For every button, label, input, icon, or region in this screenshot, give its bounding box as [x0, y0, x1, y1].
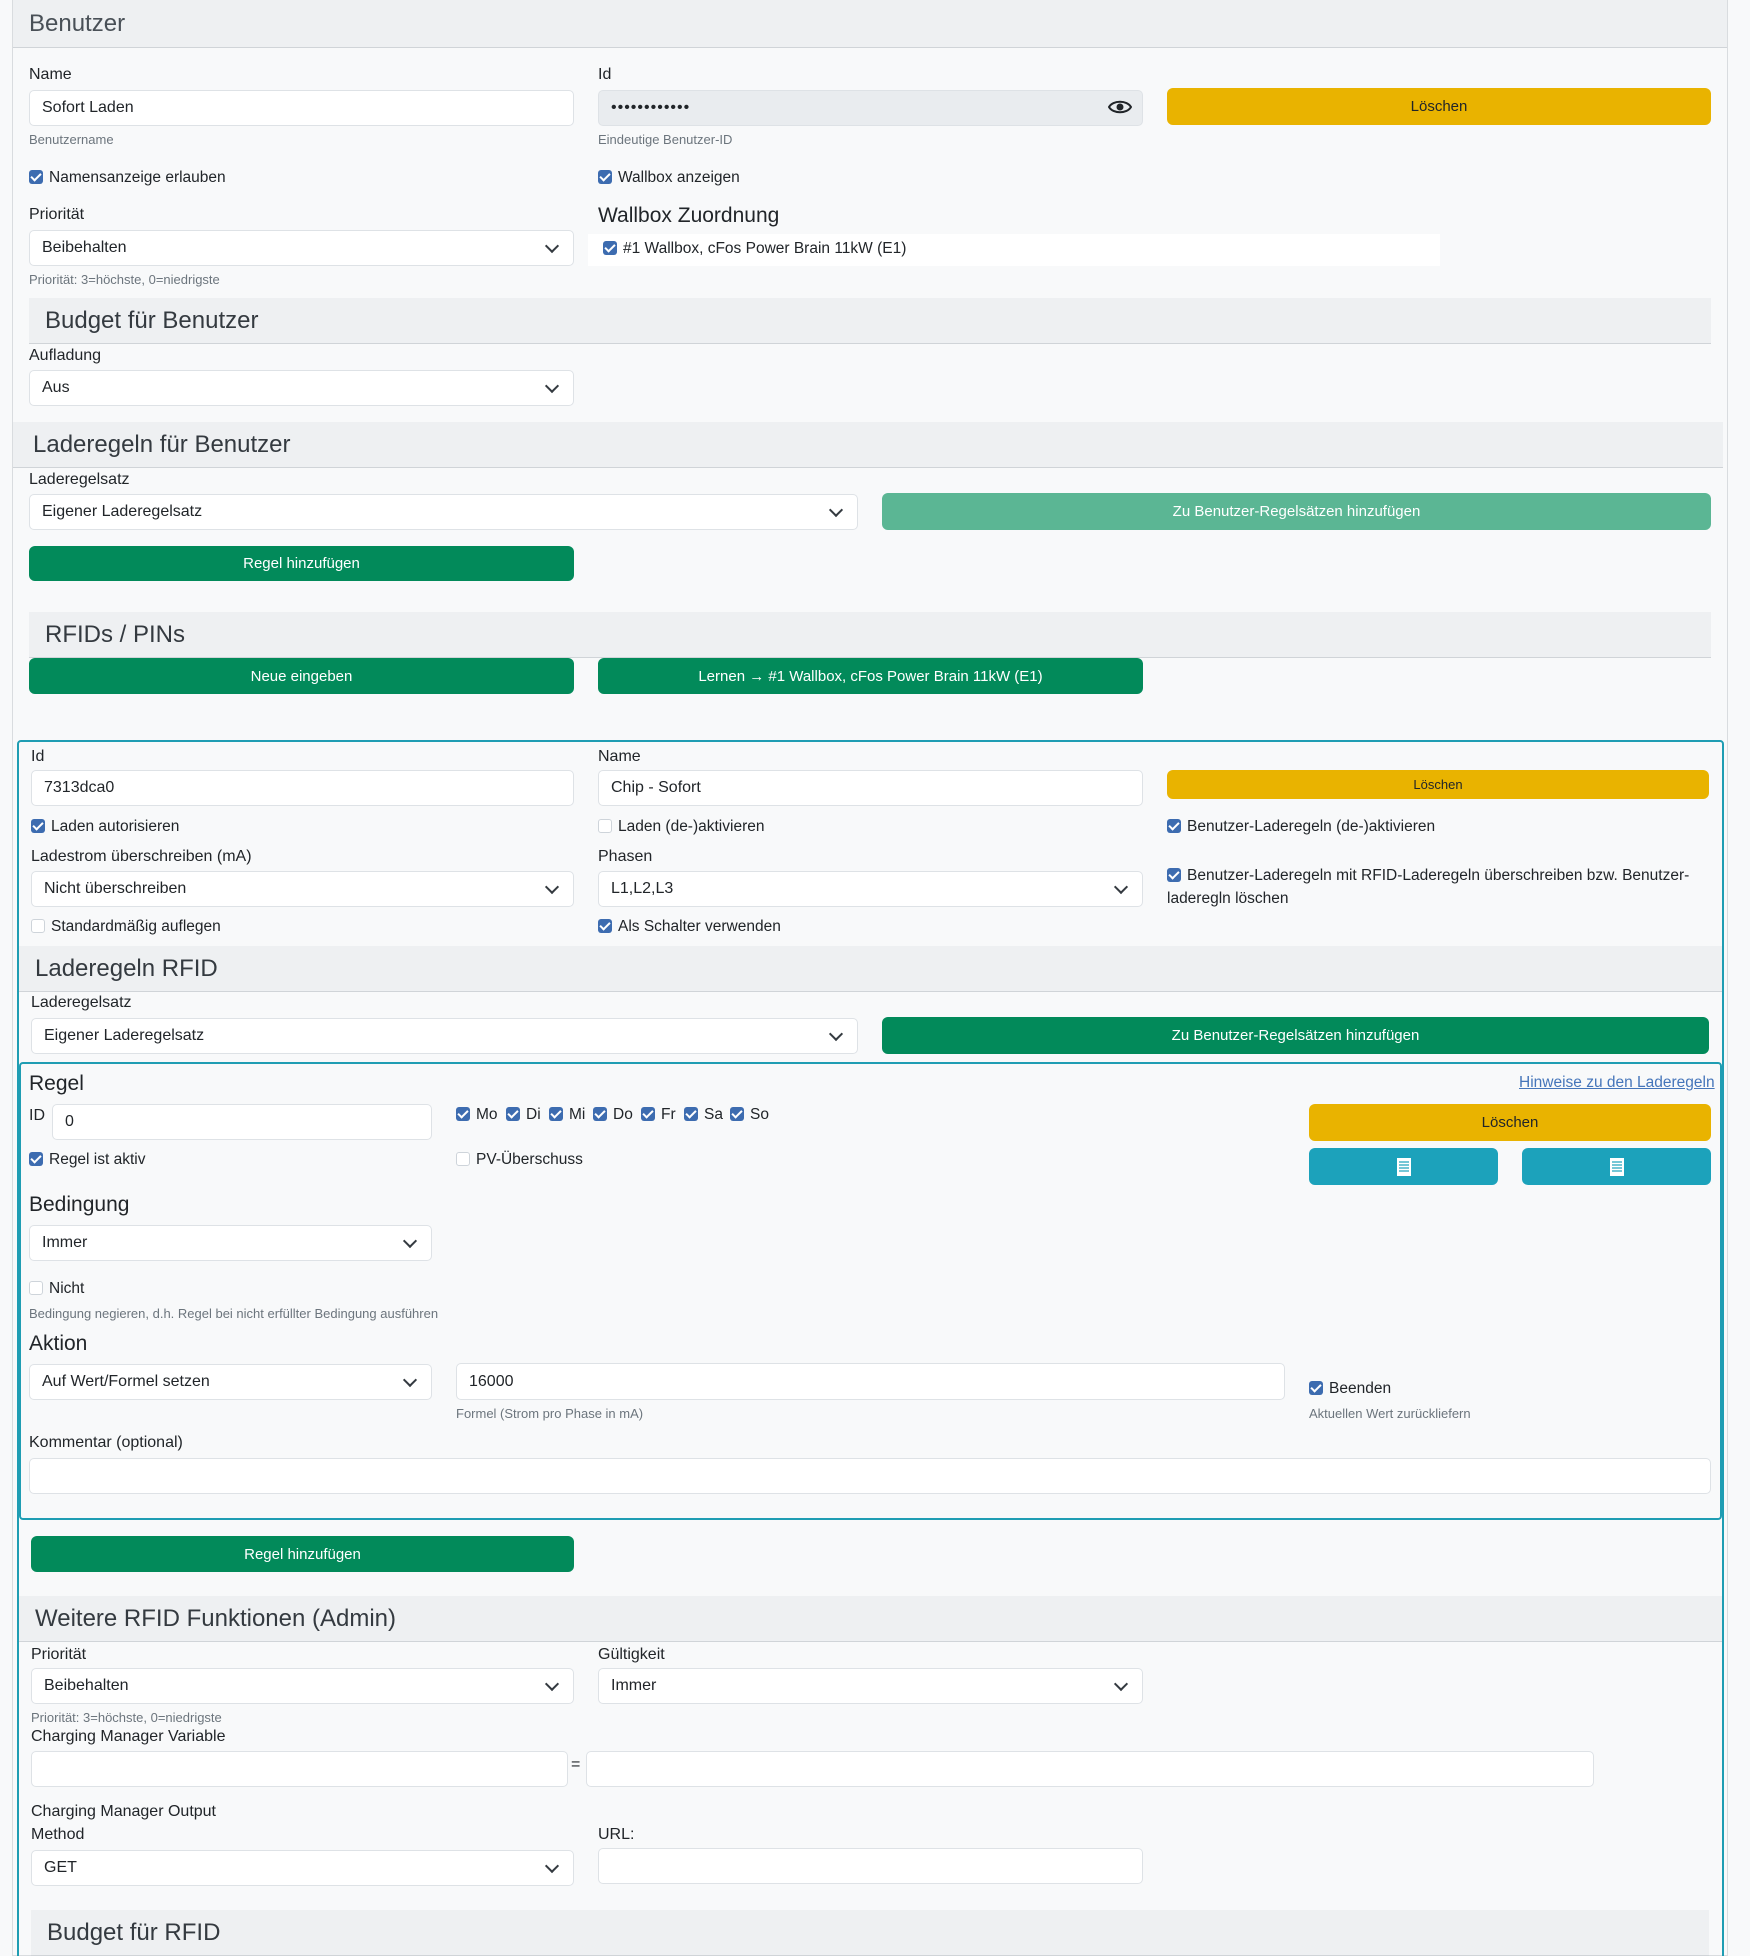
admin-title: Weitere RFID Funktionen (Admin) [35, 1605, 397, 1632]
condition-select[interactable] [29, 1225, 432, 1261]
day-label: Di [526, 1106, 541, 1123]
chevron-down-icon [403, 1233, 417, 1247]
delete-user-button[interactable]: Löschen [1167, 88, 1711, 125]
id-label: Id [598, 66, 612, 83]
show-wallbox-checkbox[interactable] [598, 169, 740, 187]
user-ruleset-label: Laderegelsatz [29, 471, 130, 488]
condition-title: Bedingung [29, 1193, 130, 1216]
user-header [13, 0, 1727, 48]
action-value: Auf Wert/Formel setzen [42, 1373, 210, 1390]
activate-checkbox[interactable] [598, 818, 764, 836]
user-ruleset-value: Eigener Laderegelsatz [42, 503, 203, 520]
checkbox-icon [1309, 1381, 1323, 1395]
not-checkbox[interactable] [29, 1280, 84, 1298]
delete-rule-button[interactable]: Löschen [1309, 1104, 1711, 1141]
chevron-down-icon [403, 1372, 417, 1386]
learn-rfid-button[interactable]: Lernen → #1 Wallbox, cFos Power Brain 11kW (E1) [598, 658, 1143, 694]
checkbox-icon [730, 1107, 744, 1121]
charging-value: Aus [42, 379, 70, 396]
budget-user-title: Budget für Benutzer [45, 307, 259, 334]
current-select[interactable] [31, 871, 574, 907]
not-label: Nicht [49, 1280, 85, 1297]
default-hangup-checkbox[interactable] [31, 918, 221, 936]
checkbox-icon [506, 1107, 520, 1121]
chevron-down-icon [829, 502, 843, 516]
checkbox-icon [1167, 819, 1181, 833]
formula-input[interactable]: 16000 [456, 1363, 1285, 1400]
show-name-checkbox[interactable] [29, 169, 226, 187]
paste-rule-button[interactable] [1522, 1148, 1711, 1185]
rfid-id-input[interactable]: 7313dca0 [31, 770, 574, 806]
rfid-ruleset-value: Eigener Laderegelsatz [44, 1027, 205, 1044]
add-rfid-rule-button[interactable]: Regel hinzufügen [31, 1536, 574, 1572]
name-label: Name [29, 66, 72, 83]
wallbox-assign-title: Wallbox Zuordnung [598, 204, 780, 227]
charging-label: Aufladung [29, 347, 102, 364]
document-icon [1610, 1158, 1624, 1176]
user-id-value: •••••••••••• [611, 99, 691, 116]
show-wallbox-label: Wallbox anzeigen [618, 169, 740, 186]
day-sa-checkbox[interactable] [684, 1106, 723, 1124]
checkbox-icon [598, 819, 612, 833]
checkbox-icon [641, 1107, 655, 1121]
wallbox-item-checkbox[interactable] [603, 240, 906, 258]
chevron-down-icon [829, 1026, 843, 1040]
current-value: Nicht überschreiben [44, 880, 187, 897]
rfid-name-label: Name [598, 748, 641, 765]
name-help: Benutzername [29, 132, 114, 147]
checkbox-icon [598, 919, 612, 933]
rfid-name-input[interactable]: Chip - Sofort [598, 770, 1143, 806]
override-checkbox[interactable] [1167, 864, 1707, 910]
day-do-checkbox[interactable] [593, 1106, 633, 1124]
end-checkbox[interactable] [1309, 1380, 1391, 1398]
phases-label: Phasen [598, 848, 653, 865]
user-rules-activate-label: Benutzer-Laderegeln (de-)aktivieren [1187, 818, 1436, 835]
day-fr-checkbox[interactable] [641, 1106, 676, 1124]
url-label: URL: [598, 1826, 635, 1843]
document-icon [1397, 1158, 1411, 1176]
checkbox-icon [456, 1107, 470, 1121]
rfid-rules-title: Laderegeln RFID [35, 955, 218, 982]
rfid-rules-header [19, 946, 1722, 992]
chevron-down-icon [545, 378, 559, 392]
end-help: Aktuellen Wert zurückliefern [1309, 1406, 1471, 1421]
checkbox-icon [29, 170, 43, 184]
not-help: Bedingung negieren, d.h. Regel bei nicht erfüllter Bedingung ausführen [29, 1306, 439, 1321]
day-mi-checkbox[interactable] [549, 1106, 585, 1124]
pv-surplus-label: PV-Überschuss [476, 1151, 583, 1168]
day-di-checkbox[interactable] [506, 1106, 541, 1124]
activate-label: Laden (de-)aktivieren [618, 818, 765, 835]
equals-sign: = [571, 1756, 581, 1773]
end-label: Beenden [1329, 1380, 1392, 1397]
checkbox-icon [31, 819, 45, 833]
method-select[interactable] [31, 1850, 574, 1886]
method-label: Method [31, 1826, 85, 1843]
id-help: Eindeutige Benutzer-ID [598, 132, 733, 147]
action-select[interactable] [29, 1364, 432, 1400]
add-to-user-sets-button[interactable]: Zu Benutzer-Regelsätzen hinzufügen [882, 493, 1711, 530]
rfid-id-label: Id [31, 748, 45, 765]
rule-id-label: ID [29, 1107, 45, 1124]
admin-priority-help: Priorität: 3=höchste, 0=niedrigste [31, 1710, 222, 1725]
comment-label: Kommentar (optional) [29, 1434, 183, 1451]
checkbox-icon [549, 1107, 563, 1121]
copy-rule-button[interactable] [1309, 1148, 1498, 1185]
day-label: Mi [569, 1106, 586, 1123]
validity-label: Gültigkeit [598, 1646, 665, 1663]
chevron-down-icon [545, 238, 559, 252]
method-value: GET [44, 1859, 77, 1876]
chevron-down-icon [1114, 1676, 1128, 1690]
eye-icon[interactable] [1108, 99, 1132, 115]
day-label: Sa [704, 1106, 723, 1123]
rule-id-input[interactable]: 0 [52, 1104, 432, 1140]
chevron-down-icon [545, 1858, 559, 1872]
user-rules-title: Laderegeln für Benutzer [33, 431, 291, 458]
user-ruleset-select[interactable] [29, 494, 858, 530]
priority-value: Beibehalten [42, 239, 127, 256]
priority-select[interactable] [29, 230, 574, 266]
checkbox-icon [684, 1107, 698, 1121]
chevron-down-icon [545, 1676, 559, 1690]
priority-help: Priorität: 3=höchste, 0=niedrigste [29, 272, 220, 287]
show-name-label: Namensanzeige erlauben [49, 169, 226, 186]
chevron-down-icon [1114, 879, 1128, 893]
current-label: Ladestrom überschreiben (mA) [31, 848, 252, 865]
user-id-input[interactable] [598, 90, 1143, 126]
cm-var-label: Charging Manager Variable [31, 1728, 226, 1745]
override-label: Benutzer-Laderegeln mit RFID-Laderegeln überschreiben bzw. Benutzer-laderegln löschen [1167, 867, 1690, 907]
checkbox-icon [603, 241, 617, 255]
checkbox-icon [31, 919, 45, 933]
day-label: Fr [661, 1106, 676, 1123]
authorize-checkbox[interactable] [31, 818, 179, 836]
chevron-down-icon [545, 879, 559, 893]
rfids-header [29, 612, 1711, 658]
day-mo-checkbox[interactable] [456, 1106, 498, 1124]
checkbox-icon [598, 170, 612, 184]
delete-rfid-button[interactable]: Löschen [1167, 770, 1709, 799]
cm-var-name-input[interactable] [31, 1751, 568, 1787]
rfid-ruleset-label: Laderegelsatz [31, 994, 132, 1011]
switch-label: Als Schalter verwenden [618, 918, 781, 935]
checkbox-icon [1167, 868, 1181, 882]
admin-priority-label: Priorität [31, 1646, 87, 1663]
hints-link[interactable]: Hinweise zu den Laderegeln [1519, 1074, 1715, 1091]
admin-priority-value: Beibehalten [44, 1677, 129, 1694]
user-rules-activate-checkbox[interactable] [1167, 818, 1435, 836]
phases-value: L1,L2,L3 [611, 880, 674, 897]
cm-var-value-input[interactable] [586, 1751, 1594, 1787]
user-name-input[interactable]: Sofort Laden [29, 90, 574, 126]
switch-checkbox[interactable] [598, 918, 781, 936]
charging-select[interactable] [29, 370, 574, 406]
validity-select[interactable] [598, 1668, 1143, 1704]
phases-select[interactable] [598, 871, 1143, 907]
day-label: Do [613, 1106, 633, 1123]
budget-user-header [29, 298, 1711, 344]
validity-value: Immer [611, 1677, 657, 1694]
budget-rfid-title: Budget für RFID [47, 1919, 221, 1946]
condition-value: Immer [42, 1234, 88, 1251]
rfid-ruleset-select[interactable] [31, 1018, 858, 1054]
comment-input[interactable] [29, 1458, 1711, 1494]
default-hangup-label: Standardmäßig auflegen [51, 918, 221, 935]
cm-out-label: Charging Manager Output [31, 1803, 216, 1820]
add-to-rfid-sets-button[interactable]: Zu Benutzer-Regelsätzen hinzufügen [882, 1017, 1709, 1054]
add-user-rule-button[interactable]: Regel hinzufügen [29, 546, 574, 581]
admin-priority-select[interactable] [31, 1668, 574, 1704]
checkbox-icon [29, 1152, 43, 1166]
rfids-title: RFIDs / PINs [45, 621, 186, 648]
rule-active-label: Regel ist aktiv [49, 1151, 146, 1168]
priority-label: Priorität [29, 206, 85, 223]
rule-active-checkbox[interactable] [29, 1151, 145, 1169]
day-label: So [750, 1106, 769, 1123]
pv-surplus-checkbox[interactable] [456, 1151, 583, 1169]
action-title: Aktion [29, 1332, 88, 1355]
new-rfid-button[interactable]: Neue eingeben [29, 658, 574, 694]
wallbox-item-label: #1 Wallbox, cFos Power Brain 11kW (E1) [623, 240, 907, 257]
checkbox-icon [593, 1107, 607, 1121]
url-input[interactable] [598, 1848, 1143, 1884]
rule-title: Regel [29, 1072, 84, 1095]
user-title: Benutzer [29, 10, 126, 37]
authorize-label: Laden autorisieren [51, 818, 180, 835]
day-so-checkbox[interactable] [730, 1106, 769, 1124]
day-label: Mo [476, 1106, 498, 1123]
budget-rfid-header [31, 1910, 1709, 1956]
checkbox-icon [456, 1152, 470, 1166]
checkbox-icon [29, 1281, 43, 1295]
formula-help: Formel (Strom pro Phase in mA) [456, 1406, 644, 1421]
